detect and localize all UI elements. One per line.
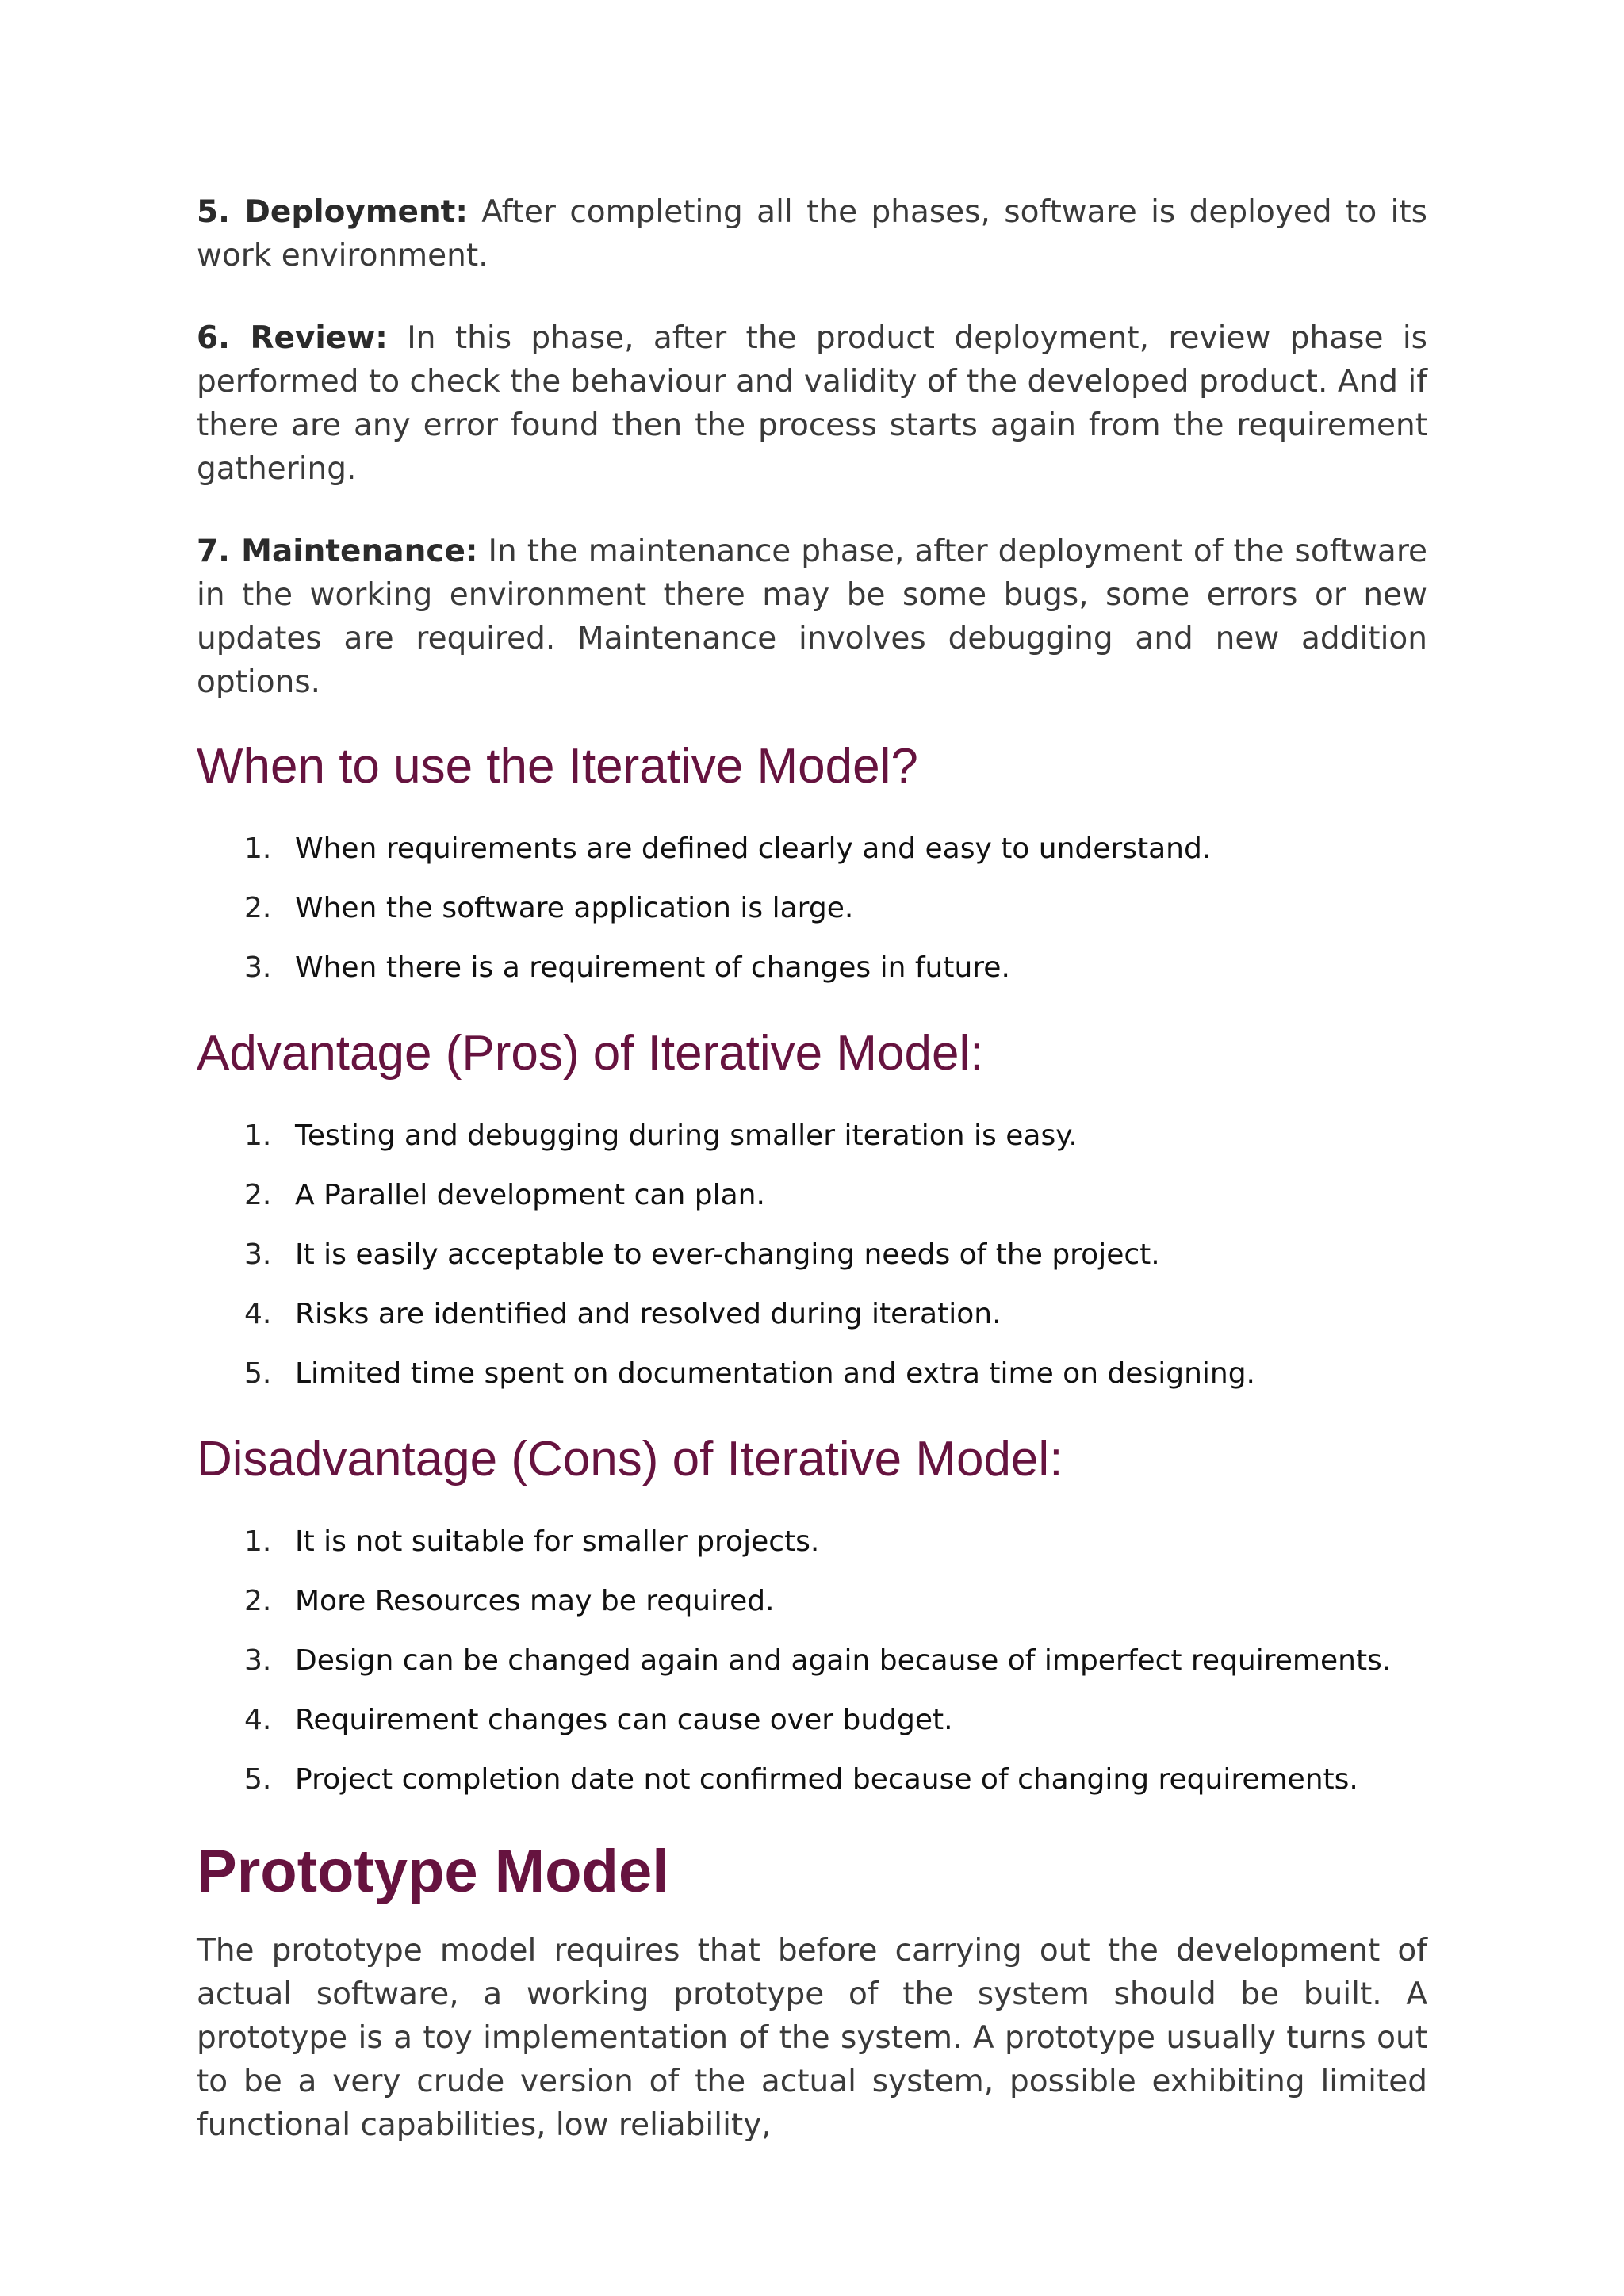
review-text: In this phase, after the product deployment, review phase is performed to check the behaviour and validity of the developed product. And if there are any error found then the process starts again from the requirement gathering. (197, 320, 1427, 487)
list-item (197, 1512, 1427, 1571)
list-item-text: When there is a requirement of changes in future. (295, 951, 1010, 984)
list-item-number: 3. (244, 951, 272, 984)
paragraph-prototype: The prototype model requires that before carrying out the development of actual software, a working prototype of the system should be built. A prototype is a toy implementation of the system. A prototype usually turns out to be a very crude version of the actual system, possible exhibiting limited functional capabilities, low reliability, (197, 1933, 1427, 2143)
maintenance-text: In the maintenance phase, after deployment of the software in the working environment there may be some bugs, some errors or new updates are required. Maintenance involves debugging and new addition options. (197, 534, 1427, 700)
list-item-number: 3. (244, 1644, 272, 1677)
list-item-number: 2. (244, 1179, 272, 1211)
list-item-text: A Parallel development can plan. (295, 1179, 765, 1211)
list-item-text: Requirement changes can cause over budget. (295, 1704, 953, 1736)
list-item (197, 1750, 1427, 1809)
list-item-number: 3. (244, 1238, 272, 1271)
heading-prototype-model: Prototype Model (197, 1838, 669, 1905)
list-item (197, 1571, 1427, 1631)
list-item-text: When requirements are defined clearly and easy to understand. (295, 832, 1212, 865)
maintenance-label: 7. Maintenance: (197, 534, 478, 569)
deployment-text: After completing all the phases, software is deployed to its work environment. (197, 194, 1427, 274)
list-item (197, 1284, 1427, 1344)
list-item-number: 1. (244, 1525, 272, 1558)
list-item-number: 5. (244, 1763, 272, 1796)
list-item-number: 4. (244, 1298, 272, 1330)
heading-when-to-use: When to use the Iterative Model? (197, 739, 918, 794)
list-item (197, 1225, 1427, 1284)
list-item-number: 4. (244, 1704, 272, 1736)
paragraph-deployment (197, 190, 1427, 277)
list-item-number: 5. (244, 1357, 272, 1390)
list-item-text: More Resources may be required. (295, 1585, 775, 1617)
list-item-number: 1. (244, 1119, 272, 1152)
list-advantages (197, 1106, 1427, 1403)
list-item-text: Testing and debugging during smaller iteration is easy. (295, 1119, 1078, 1152)
list-item (197, 1106, 1427, 1165)
deployment-label: 5. Deployment: (197, 194, 468, 230)
list-item-text: Risks are identified and resolved during iteration. (295, 1298, 1002, 1330)
list-when-to-use (197, 819, 1427, 997)
list-item (197, 1631, 1427, 1690)
list-item (197, 1165, 1427, 1225)
list-item (197, 1690, 1427, 1750)
paragraph-review (197, 316, 1427, 491)
heading-advantages: Advantage (Pros) of Iterative Model: (197, 1026, 984, 1081)
list-item-text: When the software application is large. (295, 892, 854, 924)
list-item (197, 878, 1427, 938)
review-label: 6. Review: (197, 320, 388, 356)
list-item (197, 819, 1427, 878)
paragraph-maintenance (197, 530, 1427, 704)
list-item-text: Project completion date not confirmed because of changing requirements. (295, 1763, 1358, 1796)
list-item-number: 2. (244, 1585, 272, 1617)
list-item-number: 1. (244, 832, 272, 865)
list-item-text: It is not suitable for smaller projects. (295, 1525, 820, 1558)
list-item-number: 2. (244, 892, 272, 924)
list-item (197, 938, 1427, 997)
list-item-text: It is easily acceptable to ever-changing needs of the project. (295, 1238, 1160, 1271)
list-item (197, 1344, 1427, 1403)
list-item-text: Design can be changed again and again because of imperfect requirements. (295, 1644, 1392, 1677)
document-page (197, 190, 1427, 2147)
heading-disadvantages: Disadvantage (Cons) of Iterative Model: (197, 1432, 1063, 1487)
list-item-text: Limited time spent on documentation and extra time on designing. (295, 1357, 1255, 1390)
list-disadvantages (197, 1512, 1427, 1809)
